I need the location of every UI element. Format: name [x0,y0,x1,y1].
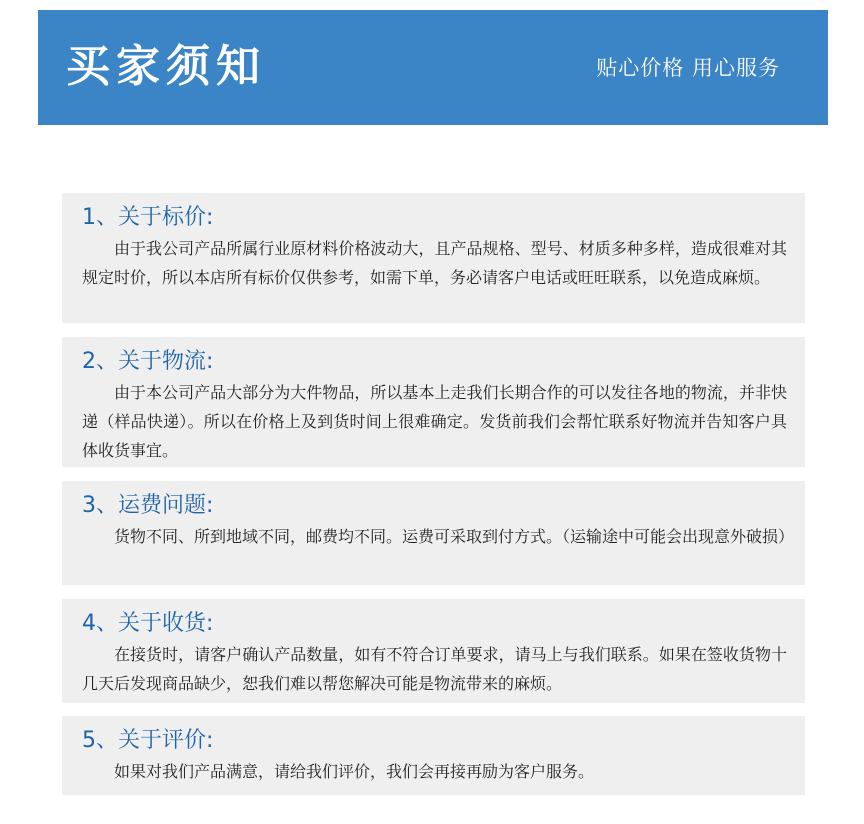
notice-section-receiving [62,599,805,703]
notice-body: 如果对我们产品满意，请给我们评价，我们会再接再励为客户服务。 [114,762,595,781]
notice-title: 3、运费问题: [82,493,214,518]
notice-title: 1、关于标价: [82,205,214,230]
notice-title: 4、关于收货: [82,611,214,636]
page-title: 买家须知 [66,41,266,92]
notice-title: 5、关于评价: [82,728,214,753]
notice-section-pricing [62,193,805,323]
notice-section-shipping-fee [62,481,805,585]
notice-body: 货物不同、所到地域不同，邮费均不同。运费可采取到付方式。（运输途中可能会出现意外破损） [114,527,795,546]
header-banner [38,10,828,125]
notice-section-review [62,716,805,795]
notice-section-logistics [62,337,805,467]
notice-title: 2、关于物流: [82,349,214,374]
notice-body: 由于本公司产品大部分为大件物品，所以基本上走我们长期合作的可以发往各地的物流，并非快递（样品快递）。所以在价格上及到货时间上很难确定。发货前我们会帮忙联系好物流并告知客户具体收货事宜。 [82,383,787,460]
notice-body: 在接货时，请客户确认产品数量，如有不符合订单要求，请马上与我们联系。如果在签收货物十几天后发现商品缺少，恕我们难以帮您解决可能是物流带来的麻烦。 [82,645,787,693]
notice-body: 由于我公司产品所属行业原材料价格波动大，且产品规格、型号、材质多种多样，造成很难对其规定时价，所以本店所有标价仅供参考，如需下单，务必请客户电话或旺旺联系，以免造成麻烦。 [82,239,787,287]
header-slogan: 贴心价格 用心服务 [596,56,780,80]
